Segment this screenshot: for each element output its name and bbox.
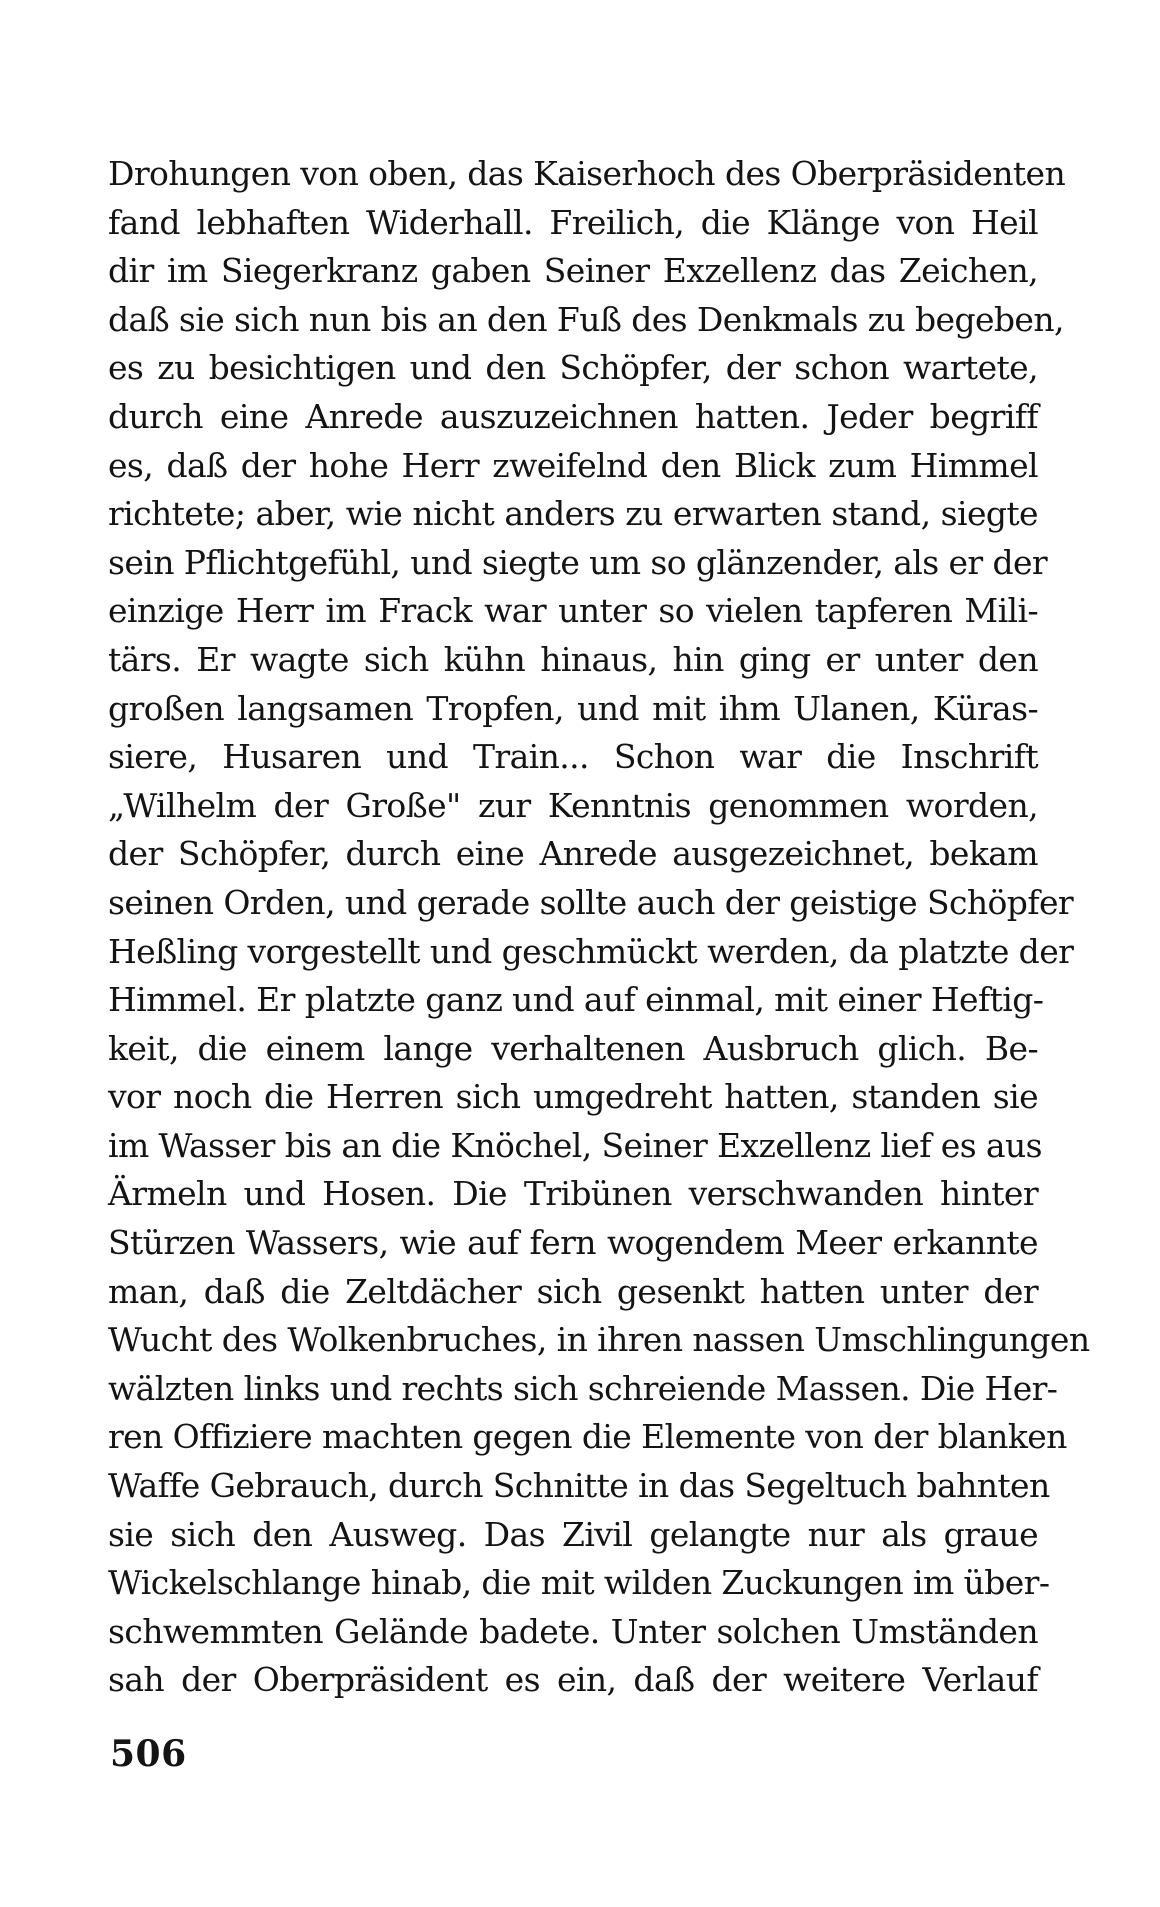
text-line: tärs. Er wagte sich kühn hinaus, hin ging er unter den <box>108 639 1038 679</box>
text-line: „Wilhelm der Große" zur Kenntnis genommen worden, <box>108 785 1038 825</box>
text-line: Wucht des Wolkenbruches, in ihren nassen Umschlingungen <box>108 1320 1090 1360</box>
text-line: der Schöpfer, durch eine Anrede ausgezeichnet, bekam <box>108 834 1038 874</box>
text-line: seinen Orden, und gerade sollte auch der geistige Schöpfer <box>108 882 1074 922</box>
text-line: einzige Herr im Frack war unter so vielen tapferen Mili- <box>108 591 1038 631</box>
text-line: siere, Husaren und Train... Schon war die Inschrift <box>108 737 1038 777</box>
text-line: daß sie sich nun bis an den Fuß des Denkmals zu begeben, <box>108 299 1064 339</box>
body-text <box>108 150 1090 1705</box>
text-line: Ärmeln und Hosen. Die Tribünen verschwanden hinter <box>108 1174 1038 1214</box>
text-line: Drohungen von oben, das Kaiserhoch des Oberpräsidenten <box>108 154 1066 193</box>
text-line: keit, die einem lange verhaltenen Ausbruch glich. Be- <box>108 1028 1038 1068</box>
text-line: Heßling vorgestellt und geschmückt werden, da platzte der <box>108 931 1074 971</box>
text-line: vor noch die Herren sich umgedreht hatten, standen sie <box>108 1077 1038 1117</box>
text-line: Waffe Gebrauch, durch Schnitte in das Segeltuch bahnten <box>108 1466 1050 1506</box>
text-line: sie sich den Ausweg. Das Zivil gelangte nur als graue <box>108 1514 1038 1554</box>
text-line: es zu besichtigen und den Schöpfer, der schon wartete, <box>108 348 1038 388</box>
text-line: durch eine Anrede auszuzeichnen hatten. Jeder begriff <box>108 396 1038 436</box>
text-line: wälzten links und rechts sich schreiende Massen. Die Her- <box>108 1368 1058 1408</box>
text-line: schwemmten Gelände badete. Unter solchen Umständen <box>108 1611 1038 1651</box>
page-number: 506 <box>110 1733 187 1775</box>
text-line: fand lebhaften Widerhall. Freilich, die Klänge von Heil <box>108 202 1038 242</box>
text-line: großen langsamen Tropfen, und mit ihm Ulanen, Küras- <box>108 688 1038 728</box>
text-line: dir im Siegerkranz gaben Seiner Exzellenz das Zeichen, <box>108 251 1038 291</box>
text-line: ren Offiziere machten gegen die Elemente von der blanken <box>108 1417 1067 1457</box>
text-line: sah der Oberpräsident es ein, daß der weitere Verlauf <box>108 1660 1038 1700</box>
text-line: Stürzen Wassers, wie auf fern wogendem Meer erkannte <box>108 1223 1038 1263</box>
text-line: Himmel. Er platzte ganz und auf einmal, mit einer Heftig- <box>108 980 1044 1020</box>
text-line: es, daß der hohe Herr zweifelnd den Blick zum Himmel <box>108 445 1038 485</box>
text-line: richtete; aber, wie nicht anders zu erwarten stand, siegte <box>108 494 1038 534</box>
text-line: sein Pflichtgefühl, und siegte um so glänzender, als er der <box>108 542 1048 582</box>
text-line: im Wasser bis an die Knöchel, Seiner Exzellenz lief es aus <box>108 1125 1042 1165</box>
text-line: man, daß die Zeltdächer sich gesenkt hatten unter der <box>108 1271 1038 1311</box>
text-line: Wickelschlange hinab, die mit wilden Zuckungen im über- <box>108 1563 1050 1603</box>
